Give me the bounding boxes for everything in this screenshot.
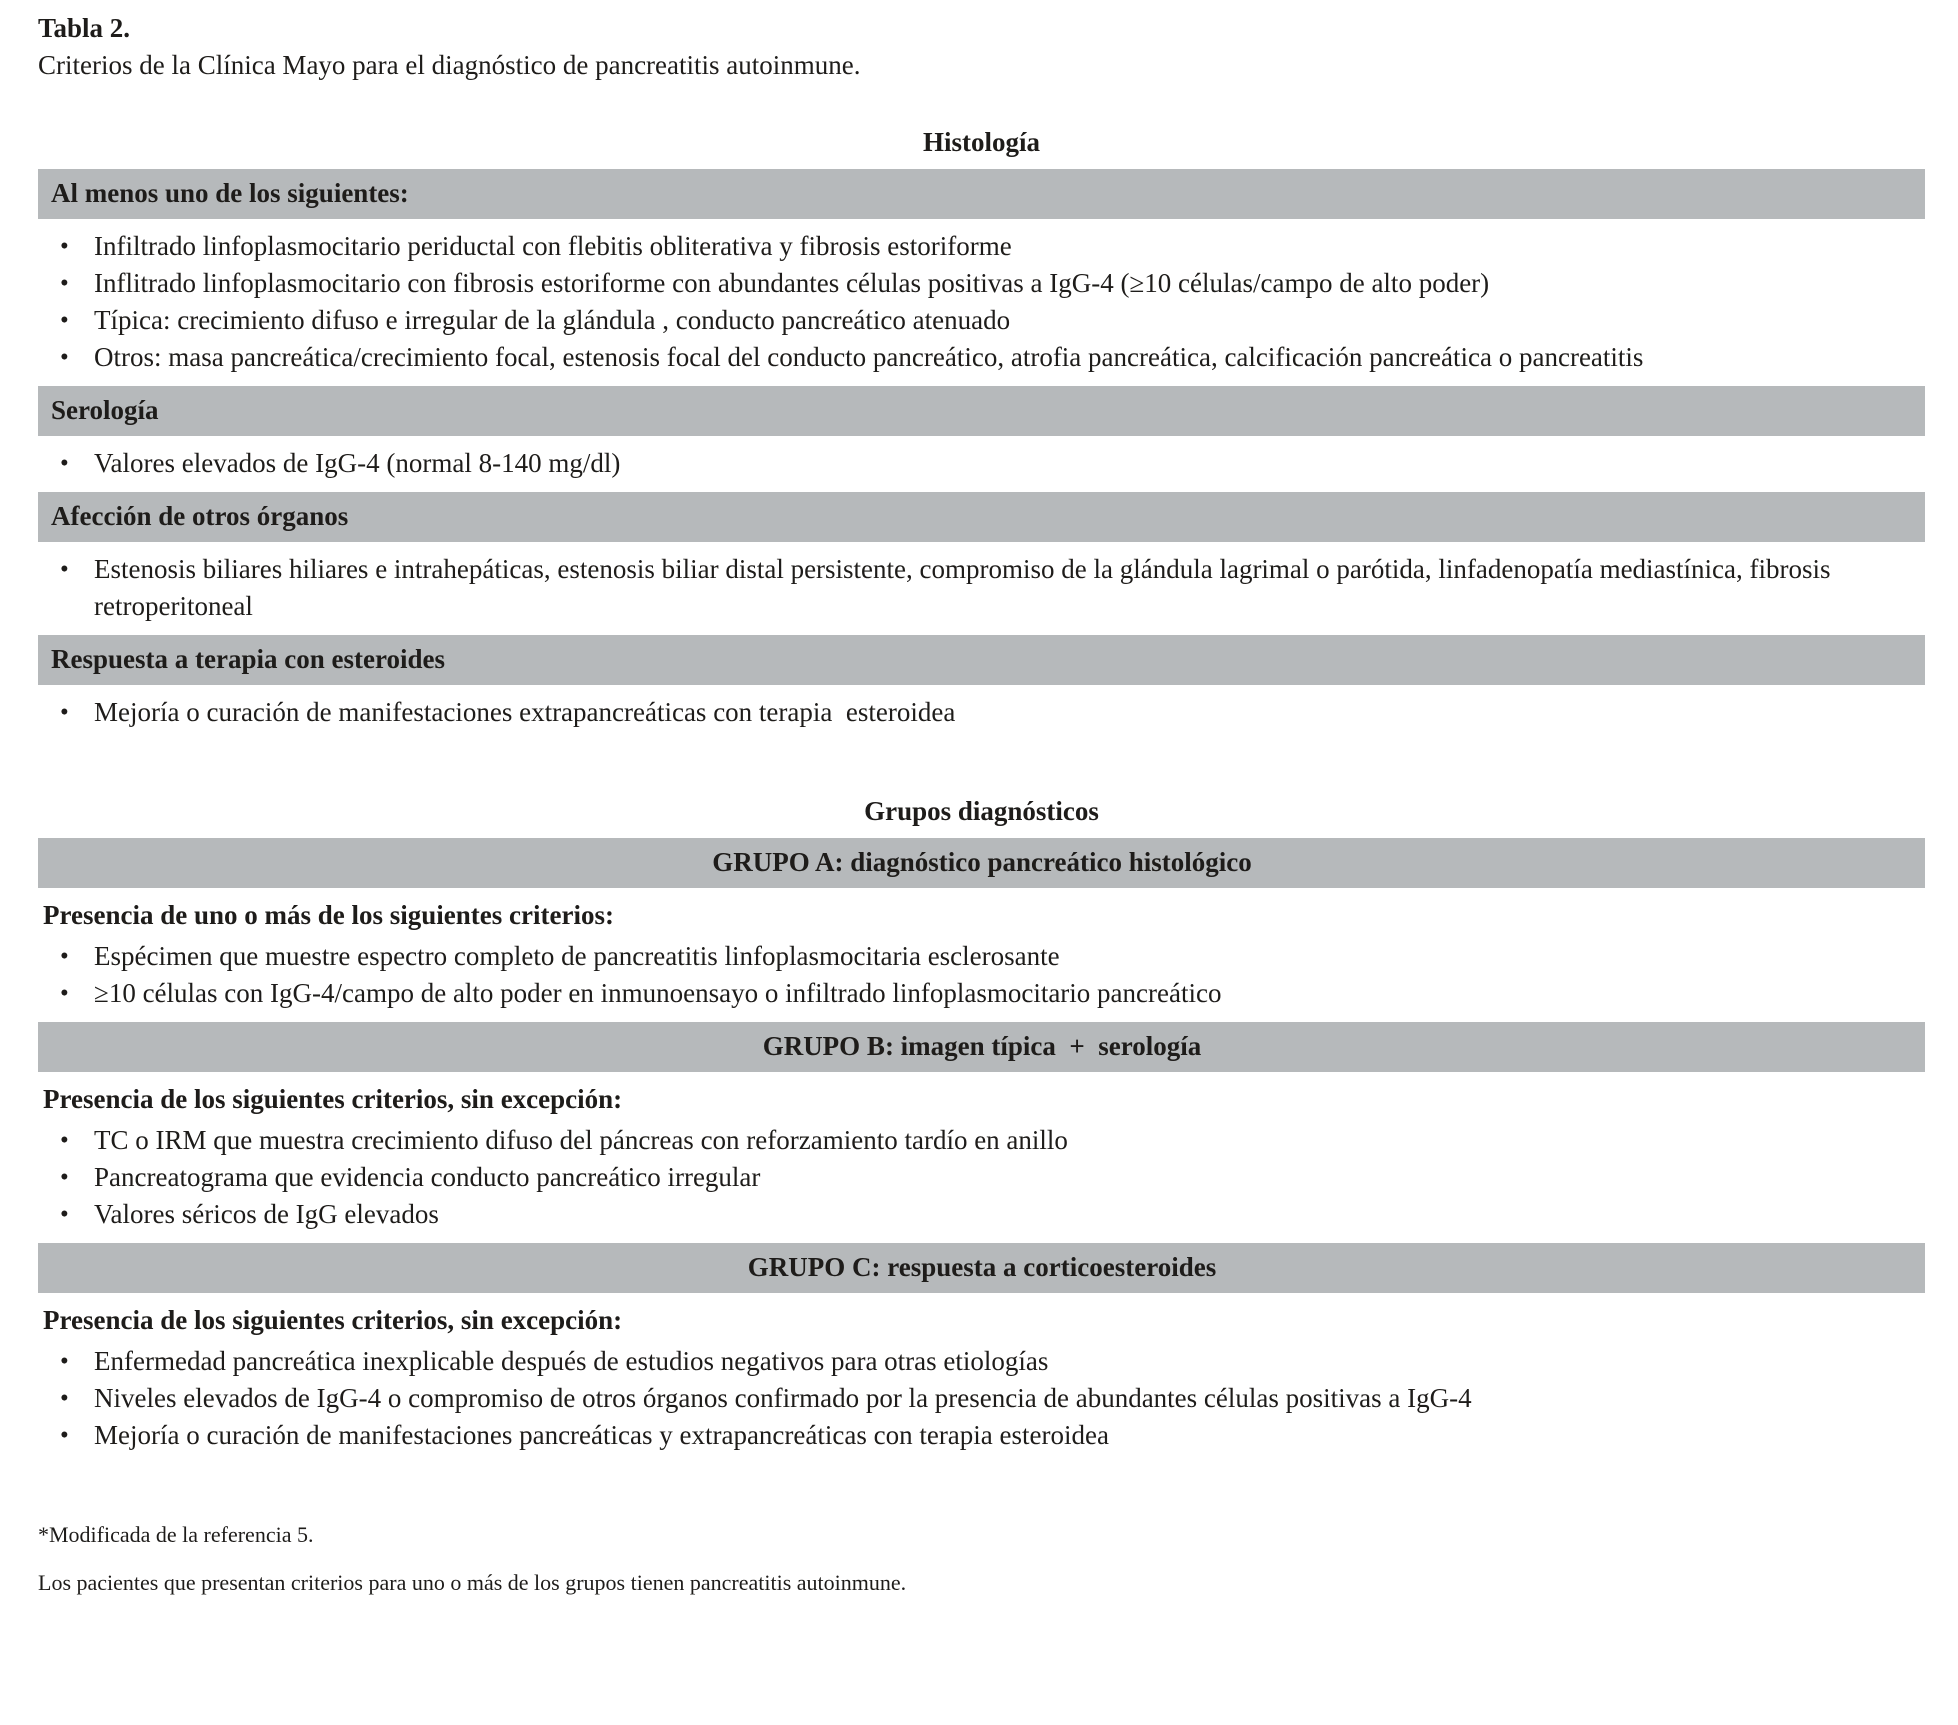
grupos-heading: Grupos diagnósticos [864,796,1099,826]
section-histologia [38,124,1925,741]
footnote-modificada: *Modificada de la referencia 5. [38,1522,314,1547]
list-item [38,265,1925,302]
bullet-icon: • [60,1385,69,1412]
list-item [38,694,1925,731]
bullet-text: Otros: masa pancreática/crecimiento focal, estenosis focal del conducto pancreático, atrofia pancreática, calcificación pancreática o pancreatitis [94,342,1644,372]
subheader-afeccion: Afección de otros órganos [38,492,1925,542]
list-item [38,1343,1925,1380]
serologia-bullet-list [38,436,1925,492]
table-caption: Criterios de la Clínica Mayo para el diagnóstico de pancreatitis autoinmune. [38,50,861,80]
list-item [38,1159,1925,1196]
bullet-icon: • [60,1164,69,1191]
bullet-text: Pancreatograma que evidencia conducto pancreático irregular [94,1162,761,1192]
bullet-icon: • [60,1201,69,1228]
afeccion-bullet-list [38,542,1925,635]
grupo-a-intro: Presencia de uno o más de los siguientes criterios: [43,900,614,930]
subheader-respuesta: Respuesta a terapia con esteroides [38,635,1925,685]
footnote-pacientes: Los pacientes que presentan criterios para uno o más de los grupos tienen pancreatitis autoinmune. [38,1570,907,1595]
bullet-text: TC o IRM que muestra crecimiento difuso del páncreas con reforzamiento tardío en anillo [94,1125,1068,1155]
bullet-text: Niveles elevados de IgG-4 o compromiso de otros órganos confirmado por la presencia de abundantes células positivas a IgG-4 [94,1383,1472,1413]
bullet-icon: • [60,699,69,726]
grupo-b-bullet-list [38,1120,1925,1243]
grupo-c-bullet-list [38,1341,1925,1464]
bullet-text: Estenosis biliares hiliares e intrahepáticas, estenosis biliar distal persistente, compromiso de la glándula lagrimal o parótida, linfadenopatía mediastínica, fibrosis retroperitoneal [94,554,1838,621]
bullet-icon: • [60,270,69,297]
subheader-grupo-a: GRUPO A: diagnóstico pancreático histológico [38,838,1925,888]
subheader-serologia: Serología [38,386,1925,436]
subheader-grupo-c: GRUPO C: respuesta a corticoesteroides [38,1243,1925,1293]
bullet-text: Inflitrado linfoplasmocitario con fibrosis estoriforme con abundantes células positivas a IgG-4 (≥10 células/campo de alto poder) [94,268,1490,298]
bullet-icon: • [60,556,69,583]
grupo-a-bullet-list [38,936,1925,1022]
list-item [38,975,1925,1012]
bullet-text: ≥10 células con IgG-4/campo de alto poder en inmunoensayo o infiltrado linfoplasmocitario pancreático [94,978,1222,1008]
list-item [38,938,1925,975]
al-menos-bullet-list [38,219,1925,386]
bullet-icon: • [60,943,69,970]
bullet-text: Espécimen que muestre espectro completo de pancreatitis linfoplasmocitaria esclerosante [94,941,1060,971]
bullet-icon: • [60,233,69,260]
table-title: Tabla 2. [38,13,131,43]
list-item [38,445,1925,482]
bullet-text: Valores elevados de IgG-4 (normal 8-140 mg/dl) [94,448,621,478]
list-item [38,339,1925,376]
bullet-text: Enfermedad pancreática inexplicable después de estudios negativos para otras etiologías [94,1346,1049,1376]
bullet-icon: • [60,307,69,334]
bullet-icon: • [60,980,69,1007]
bullet-text: Valores séricos de IgG elevados [94,1199,439,1229]
list-item [38,1196,1925,1233]
bullet-icon: • [60,344,69,371]
list-item [38,551,1925,625]
bullet-icon: • [60,1422,69,1449]
list-item [38,228,1925,265]
subheader-al-menos: Al menos uno de los siguientes: [38,169,1925,219]
list-item [38,1417,1925,1454]
respuesta-bullet-list [38,685,1925,741]
histologia-heading: Histología [922,127,1040,157]
section-grupos-diagnosticos [38,793,1925,1464]
bullet-text: Mejoría o curación de manifestaciones extrapancreáticas con terapia esteroidea [94,697,956,727]
list-item [38,1122,1925,1159]
grupo-b-intro: Presencia de los siguientes criterios, sin excepción: [43,1084,623,1114]
bullet-text: Típica: crecimiento difuso e irregular de la glándula , conducto pancreático atenuado [94,305,1011,335]
bullet-icon: • [60,450,69,477]
grupo-c-intro: Presencia de los siguientes criterios, sin excepción: [43,1305,623,1335]
footnotes [38,1522,1925,1596]
bullet-text: Mejoría o curación de manifestaciones pancreáticas y extrapancreáticas con terapia esteroidea [94,1420,1109,1450]
subheader-grupo-b: GRUPO B: imagen típica + serología [38,1022,1925,1072]
bullet-text: Infiltrado linfoplasmocitario periductal con flebitis obliterativa y fibrosis estoriforme [94,231,1012,261]
list-item [38,1380,1925,1417]
bullet-icon: • [60,1127,69,1154]
list-item [38,302,1925,339]
bullet-icon: • [60,1348,69,1375]
